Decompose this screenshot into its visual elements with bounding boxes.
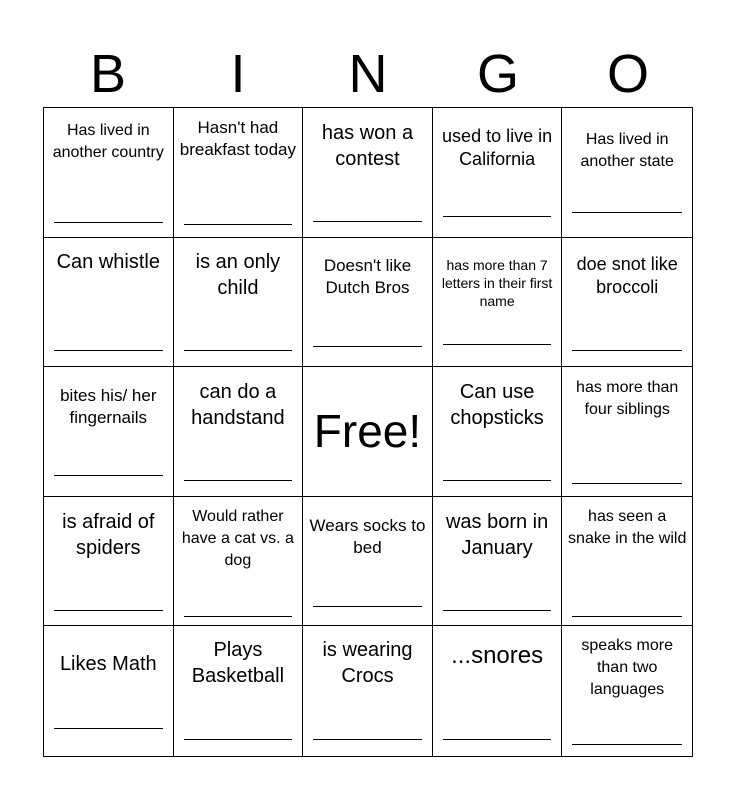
signature-line: [572, 483, 682, 484]
bingo-cell[interactable]: [433, 367, 563, 497]
cell-text: Would rather have a cat vs. a dog: [181, 507, 294, 569]
bingo-cell[interactable]: [562, 238, 692, 368]
header-letter-g: G: [476, 44, 519, 104]
signature-line: [184, 616, 293, 617]
header-letter-o: O: [606, 44, 649, 104]
cell-text: Has lived in another country: [52, 122, 164, 161]
bingo-cell[interactable]: [174, 238, 304, 368]
signature-line: [443, 216, 552, 217]
cell-text: has won a contest: [321, 122, 414, 170]
bingo-cell[interactable]: [562, 497, 692, 627]
cell-text: Doesn't like Dutch Bros: [323, 255, 412, 297]
signature-line: [184, 739, 293, 740]
header-letter-i: I: [230, 44, 246, 104]
bingo-cell-free-space[interactable]: [303, 367, 433, 497]
bingo-cell[interactable]: [562, 367, 692, 497]
cell-text: Has lived in another state: [580, 131, 674, 170]
free-space-label: Free!: [313, 405, 422, 458]
bingo-cell[interactable]: [44, 367, 174, 497]
signature-line: [184, 224, 293, 225]
bingo-cell[interactable]: [44, 238, 174, 368]
cell-text: used to live in California: [442, 126, 553, 169]
bingo-cell[interactable]: [303, 497, 433, 627]
bingo-cell[interactable]: [433, 497, 563, 627]
signature-line: [443, 610, 552, 611]
signature-line: [54, 728, 163, 729]
signature-line: [572, 616, 682, 617]
bingo-cell[interactable]: [562, 108, 692, 238]
cell-text: has seen a snake in the wild: [568, 507, 687, 547]
bingo-cell[interactable]: [433, 238, 563, 368]
signature-line: [572, 350, 682, 351]
cell-text: is wearing Crocs: [322, 639, 413, 688]
signature-line: [313, 739, 422, 740]
cell-text: ...snores: [451, 642, 544, 670]
cell-text: Can whistle: [56, 250, 160, 273]
bingo-cell[interactable]: [174, 367, 304, 497]
header-letter-b: B: [89, 44, 127, 104]
bingo-cell[interactable]: [433, 108, 563, 238]
signature-line: [54, 222, 163, 223]
bingo-cell[interactable]: [303, 108, 433, 238]
signature-line: [184, 480, 293, 481]
signature-line: [54, 475, 163, 476]
bingo-cell[interactable]: [44, 497, 174, 627]
bingo-cell[interactable]: [174, 626, 304, 756]
cell-text: was born in January: [445, 510, 549, 559]
signature-line: [572, 212, 682, 213]
cell-text: can do a handstand: [191, 381, 285, 430]
signature-line: [184, 350, 293, 351]
cell-text: has more than 7 letters in their first name: [441, 256, 553, 309]
cell-text: Wears socks to bed: [309, 515, 426, 557]
signature-line: [313, 221, 422, 222]
bingo-cell[interactable]: [44, 626, 174, 756]
bingo-cell[interactable]: [303, 238, 433, 368]
cell-text: is an only child: [195, 250, 281, 299]
signature-line: [313, 606, 422, 607]
bingo-header: [43, 44, 693, 104]
signature-line: [313, 346, 422, 347]
signature-line: [54, 610, 163, 611]
cell-text: speaks more than two languages: [581, 637, 673, 699]
cell-text: is afraid of spiders: [62, 510, 155, 559]
signature-line: [443, 739, 552, 740]
header-letter-n: N: [348, 44, 388, 104]
bingo-cell[interactable]: [433, 626, 563, 756]
bingo-cell[interactable]: [174, 108, 304, 238]
signature-line: [54, 350, 163, 351]
cell-text: Likes Math: [59, 653, 157, 676]
cell-text: Plays Basketball: [191, 639, 285, 688]
bingo-cell[interactable]: [303, 626, 433, 756]
cell-text: Hasn't had breakfast today: [179, 118, 297, 159]
bingo-cell[interactable]: [44, 108, 174, 238]
signature-line: [443, 480, 552, 481]
cell-text: doe snot like broccoli: [576, 253, 678, 297]
bingo-card-grid: [43, 107, 693, 757]
signature-line: [572, 744, 682, 745]
signature-line: [443, 344, 552, 345]
cell-text: has more than four siblings: [576, 379, 679, 419]
bingo-cell[interactable]: [562, 626, 692, 756]
cell-text: bites his/ her fingernails: [60, 386, 157, 428]
bingo-cell[interactable]: [174, 497, 304, 627]
cell-text: Can use chopsticks: [450, 381, 544, 430]
